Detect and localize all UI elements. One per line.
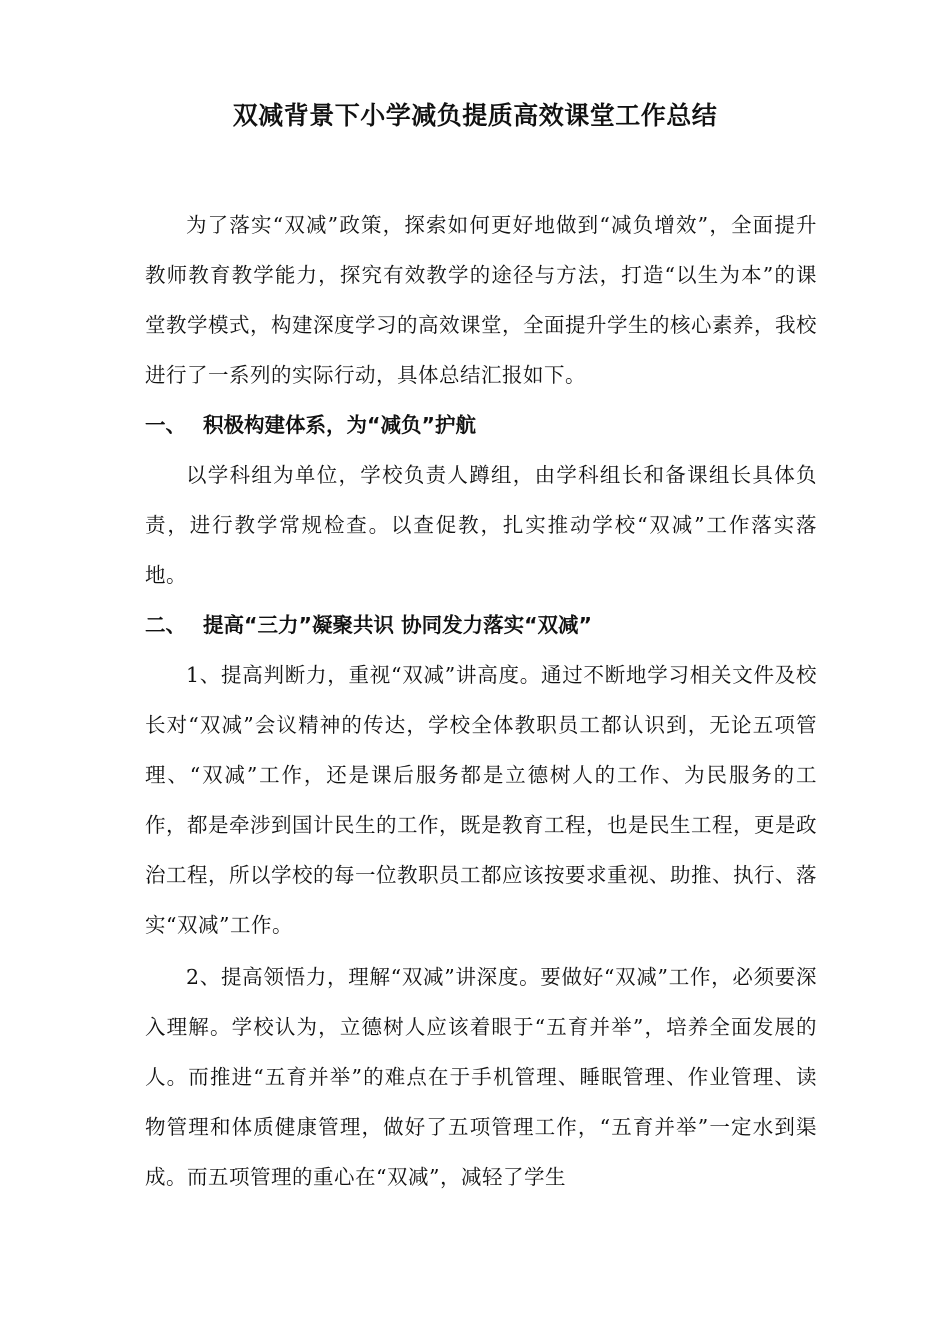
intro-paragraph: 为了落实“双减”政策，探索如何更好地做到“减负增效”，全面提升教师教育教学能力，探究有效教学的途径与方法，打造“以生为本”的课堂教学模式，构建深度学习的高效课堂，全面提升学生的核心素养，我校进行了一系列的实际行动，具体总结汇报如下。 [145, 213, 817, 387]
section-1-paragraph: 以学科组为单位，学校负责人蹲组，由学科组长和备课组长具体负责，进行教学常规检查。以查促教，扎实推动学校“双减”工作落实落地。 [145, 463, 817, 587]
section-2-item-1: 1、提高判断力，重视“双减”讲高度。通过不断地学习相关文件及校长对“双减”会议精神的传达，学校全体教职员工都认识到，无论五项管理、“双减”工作，还是课后服务都是立德树人的工作、为民服务的工作，都是牵涉到国计民生的工作，既是教育工程，也是民生工程，更是政治工程，所以学校的每一位教职员工都应该按要求重视、助推、执行、落实“双减”工作。 [145, 663, 817, 937]
document-body [145, 200, 817, 1202]
section-2-title: 提高“三力”凝聚共识 协同发力落实“双减” [203, 613, 593, 637]
section-1-title: 积极构建体系，为“减负”护航 [203, 413, 476, 437]
section-2-item-2: 2、提高领悟力，理解“双减”讲深度。要做好“双减”工作，必须要深入理解。学校认为，立德树人应该着眼于“五育并举”，培养全面发展的人。而推进“五育并举”的难点在于手机管理、睡眠管理、作业管理、读物管理和体质健康管理，做好了五项管理工作，“五育并举”一定水到渠成。而五项管理的重心在“双减”，减轻了学生 [145, 965, 817, 1189]
section-2-heading [145, 600, 817, 650]
section-1-number: 一、 [145, 413, 186, 437]
document-title: 双减背景下小学减负提质高效课堂工作总结 [232, 101, 718, 130]
section-1-heading [145, 400, 817, 450]
section-2-number: 二、 [145, 613, 186, 637]
